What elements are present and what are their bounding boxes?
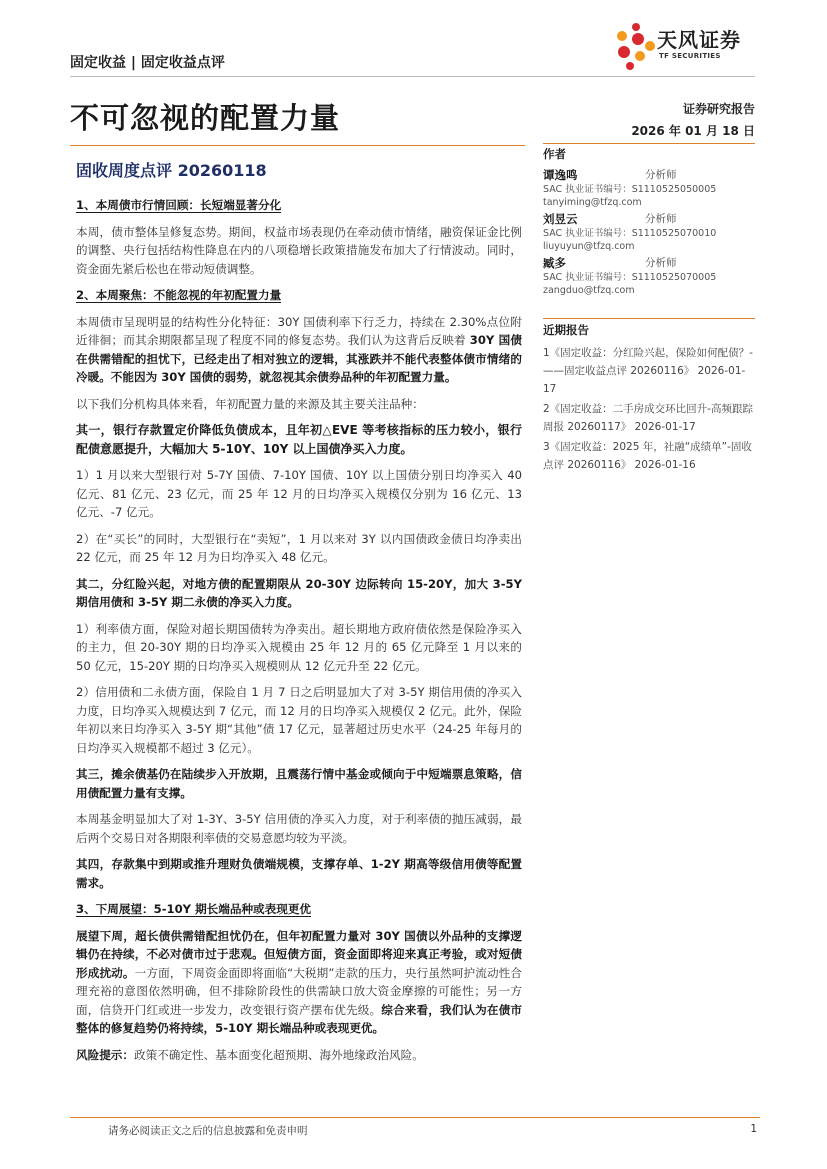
- section-2-paragraph-4: 2）在“买长”的同时，大型银行在“卖短”，1 月以来对 3Y 以内国债政金债日均净卖出 22 亿元，而 25 年 12 月为日均净买入 48 亿元。: [76, 531, 522, 564]
- section-2-paragraph-6: 2）信用债和二永债方面，保险自 1 月 7 日之后明显加大了对 3-5Y 期信用债的净买入力度，日均净买入规模达到 7 亿元，而 12 月的日均净买入规模仅 2 亿元。此外，保险年初以来日均净买入 3-5Y 期“其他”债 17 亿元，显著超过历史水平（24-25 年每月的日均净买入规模都不超过 3 亿元）。: [76, 685, 522, 755]
- author-3: [543, 255, 755, 297]
- report-date: 2026 年 01 月 18 日: [631, 124, 755, 138]
- recent-report-item[interactable]: 1《固定收益：分红险兴起，保险如何配债？-——固定收益点评 20260116》 2026-01-17: [543, 347, 753, 395]
- section-2-paragraph-7: 本周基金明显加大了对 1-3Y、3-5Y 信用债的净买入力度，对于利率债的抛压减弱，最后两个交易日对各期限利率债的交易意愿均较为平淡。: [76, 812, 522, 845]
- report-category: 固定收益 | 固定收益点评: [70, 55, 225, 71]
- author-cert: SAC 执业证书编号：S1110525070010: [543, 228, 717, 239]
- logo-mark-icon: [612, 22, 656, 70]
- author-cert: SAC 执业证书编号：S1110525070005: [543, 272, 717, 283]
- author-name: 臧多: [543, 256, 566, 270]
- author-role: 分析师: [645, 257, 677, 269]
- authors-heading: 作者: [543, 147, 566, 161]
- main-content: [76, 196, 522, 1064]
- section-2-point-3: 其三，摊余债基仍在陆续步入开放期，且震荡行情中基金或倾向于中短端票息策略，信用债配置力量有支撑。: [76, 767, 522, 800]
- footer-divider: [70, 1117, 760, 1118]
- section-1-title: 1、本周债市行情回顾：长短端显著分化: [76, 198, 282, 212]
- header-divider: [70, 76, 755, 77]
- page-number: 1: [750, 1123, 757, 1135]
- title-rule: [70, 145, 525, 146]
- author-role: 分析师: [645, 213, 677, 225]
- section-2-paragraph-2: 以下我们分机构具体来看，年初配置力量的来源及其主要关注品种：: [76, 396, 424, 411]
- section-2-paragraph-1: 本周债市呈现明显的结构性分化特征：30Y 国债利率下行乏力，持续在 2.30%点位附近徘徊；而其余期限都呈现了程度不同的修复态势。我们认为这背后反映着 30Y 国债在供需错配的担忧下，已经走出了相对独立的逻辑，其涨跌并不能代表整体债市情绪的冷暖。不能因为 30Y 国债的弱势，就忽视其余债券品种的年初配置力量。: [76, 314, 522, 384]
- footer-disclaimer: 请务必阅读正文之后的信息披露和免责申明: [108, 1125, 308, 1137]
- section-3-title: 3、下周展望：5-10Y 期长端品种或表现更优: [76, 902, 312, 916]
- author-email[interactable]: zangduo@tfzq.com: [543, 285, 635, 296]
- recent-reports-list: [543, 344, 755, 476]
- section-2-point-4: 其四，存款集中到期或推升理财负债端规模，支撑存单、1-2Y 期高等级信用债等配置需求。: [76, 857, 522, 890]
- section-1-paragraph: 本周，债市整体呈修复态势。期间，权益市场表现仍在牵动债市情绪，融资保证金比例的调整、央行包括结构性降息在内的八项稳增长政策措施发布加大了行情波动。同时，资金面先紧后松也在带动短债调整。: [76, 224, 522, 276]
- recent-rule: [543, 318, 755, 319]
- recent-report-item[interactable]: 2《固定收益：二手房成交环比回升-高频跟踪周报 20260117》 2026-01-17: [543, 403, 753, 433]
- logo-text-en: TF SECURITIES: [659, 52, 721, 60]
- section-2-point-1: 其一，银行存款置定价降低负债成本，且年初△EVE 等考核指标的压力较小，银行配债意愿提升，大幅加大 5-10Y、10Y 以上国债净买入力度。: [76, 423, 522, 456]
- author-2: [543, 211, 755, 253]
- section-2-point-2: 其二，分红险兴起，对地方债的配置期限从 20-30Y 边际转向 15-20Y，加大 3-5Y 期信用债和 3-5Y 期二永债的净买入力度。: [76, 576, 522, 609]
- risk-warning: 风险提示：政策不确定性、基本面变化超预期、海外地缘政治风险。: [76, 1047, 424, 1062]
- author-cert: SAC 执业证书编号：S1110525050005: [543, 184, 717, 195]
- authors-rule: [543, 143, 755, 144]
- author-1: [543, 167, 755, 209]
- logo-text-cn: 天风证券: [657, 28, 741, 52]
- section-3-paragraph: 展望下周，超长债供需错配担忧仍在，但年初配置力量对 30Y 国债以外品种的支撑逻辑仍在持续，不必对债市过于悲观。但短债方面，资金面即将迎来真正考验，或对短债形成扰动。一方面，下周资金面即将面临“大税期”走款的压力，央行虽然呵护流动性合理充裕的意图依然明确，但不排除阶段性的供需缺口放大资金摩擦的可能性；另一方面，信贷开门红或进一步发力，改变银行资产摆布优先级。综合来看，我们认为在债市整体的修复趋势仍将持续，5-10Y 期长端品种或表现更优。: [76, 928, 522, 1035]
- author-email[interactable]: tanyiming@tfzq.com: [543, 197, 642, 208]
- recent-reports-heading: 近期报告: [543, 323, 589, 337]
- author-name: 谭逸鸣: [543, 168, 578, 182]
- report-title: 不可忽视的配置力量: [70, 101, 341, 135]
- section-2-paragraph-3: 1）1 月以来大型银行对 5-7Y 国债、7-10Y 国债、10Y 以上国债分别日均净买入 40 亿元、81 亿元、23 亿元，而 25 年 12 月的日均净买入规模仅分别为 16 亿元、13 亿元、-7 亿元。: [76, 468, 522, 519]
- author-name: 刘昱云: [543, 212, 578, 226]
- recent-report-item[interactable]: 3《固定收益：2025 年，社融“成绩单”-固收点评 20260116》 2026-01-16: [543, 441, 752, 471]
- author-email[interactable]: liuyuyun@tfzq.com: [543, 241, 635, 252]
- company-logo: [612, 20, 762, 70]
- report-type: 证券研究报告: [682, 102, 755, 116]
- report-subtitle: 固收周度点评 20260118: [76, 161, 267, 180]
- section-2-title: 2、本周聚焦：不能忽视的年初配置力量: [76, 288, 282, 302]
- author-role: 分析师: [645, 169, 677, 181]
- authors-list: [543, 167, 755, 299]
- section-2-paragraph-5: 1）利率债方面，保险对超长期国债转为净卖出。超长期地方政府债依然是保险净买入的主力，但 20-30Y 期的日均净买入规模由 25 年 12 月的 65 亿元降至 1 月以来的 50 亿元，15-20Y 期的日均净买入规模则从 12 亿元升至 22 亿元。: [76, 621, 522, 673]
